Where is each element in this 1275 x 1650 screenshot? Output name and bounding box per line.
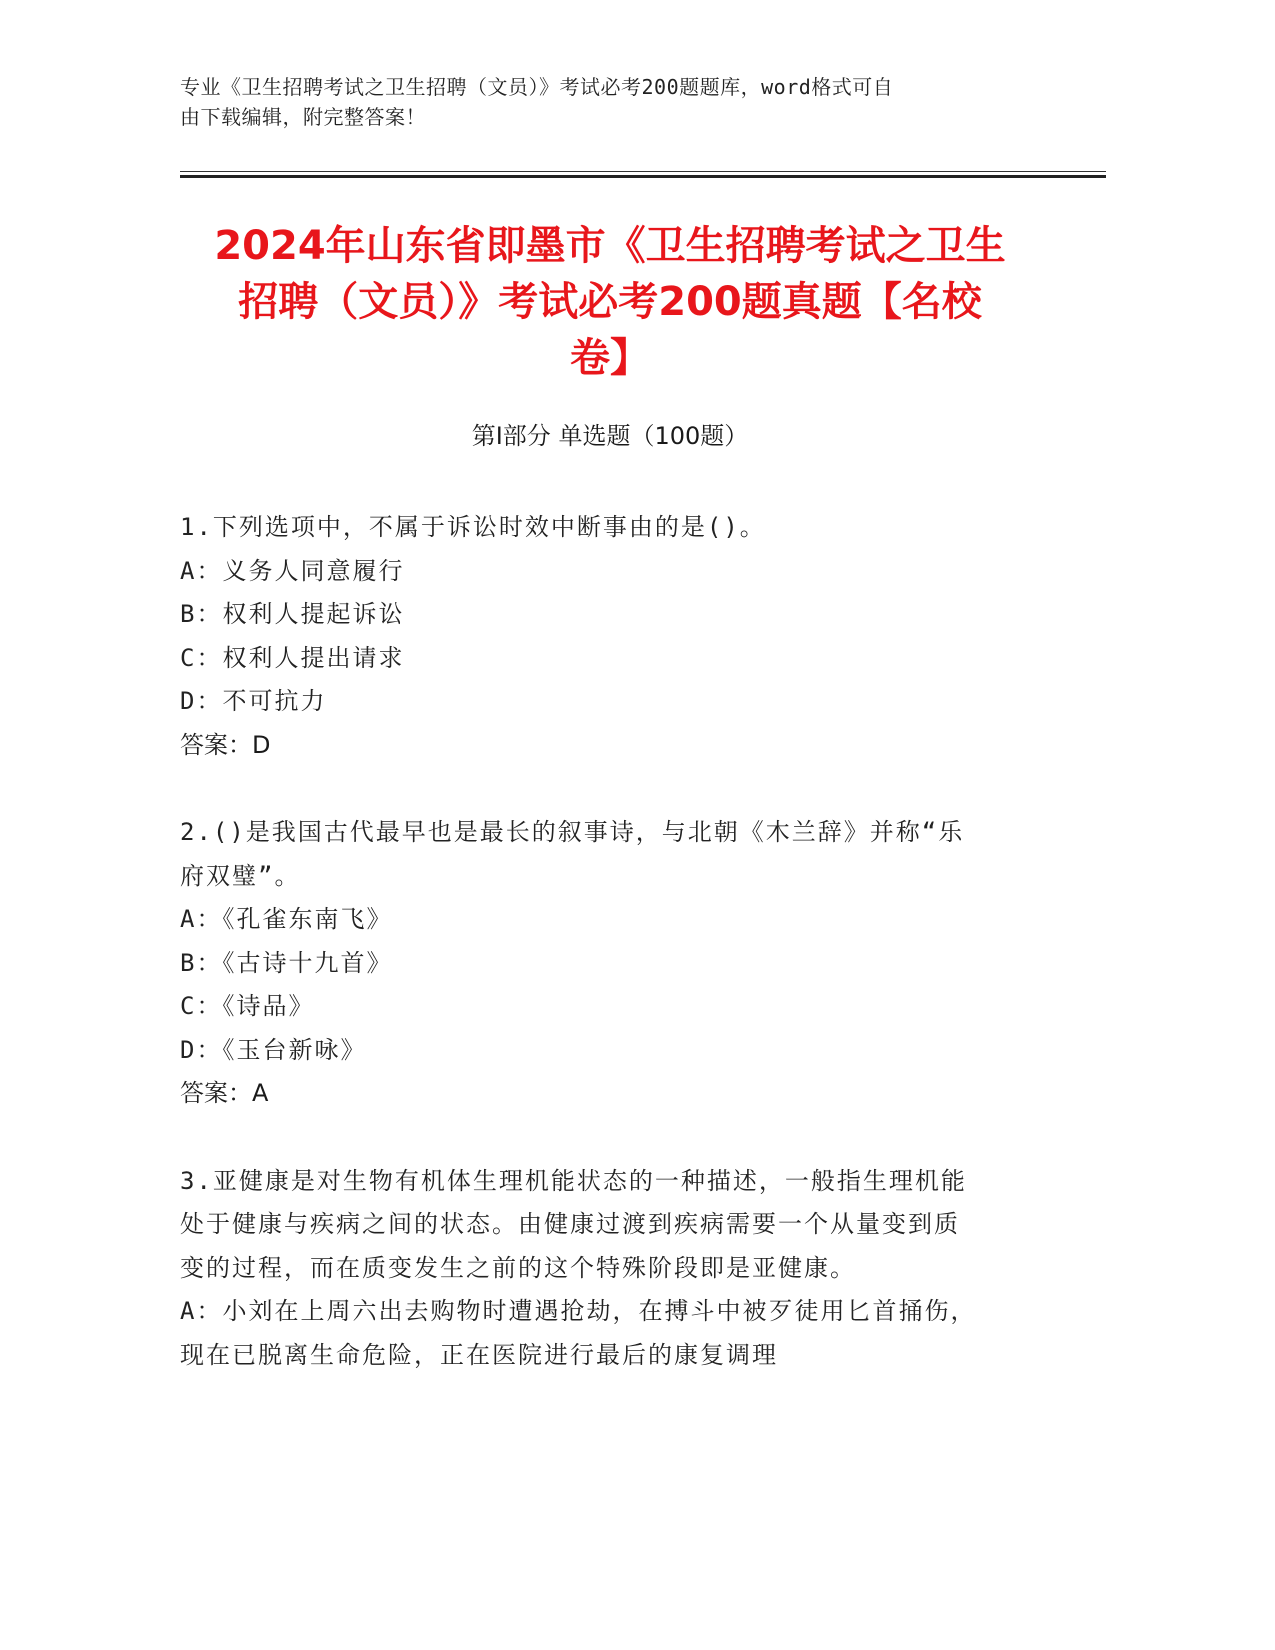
option-d: D：《玉台新咏》 [180,1035,367,1064]
header-divider-thin [180,171,1106,172]
section-heading: 第Ⅰ部分 单选题（100题） [471,422,749,450]
option-a-continued: 现在已脱离生命危险，正在医院进行最后的康复调理 [180,1340,778,1369]
title-line: 卷】 [570,335,650,381]
question-list [180,506,1040,1421]
header-note-line: 由下载编辑，附完整答案！ [180,105,426,129]
option-a: A：小刘在上周六出去购物时遭遇抢劫，在搏斗中被歹徒用匕首捅伤， [180,1297,977,1325]
option-d: D：不可抗力 [180,687,327,715]
option-b: B：《古诗十九首》 [180,948,393,977]
title-line: 2024年山东省即墨市《卫生招聘考试之卫生 [214,223,1006,269]
document-title [180,218,1040,386]
option-a: A：义务人同意履行 [180,556,405,585]
header-divider-thick [180,175,1106,178]
option-b: B：权利人提起诉讼 [180,600,405,628]
option-c: C：权利人提出请求 [180,643,405,672]
answer: 答案：D [180,730,271,759]
answer: 答案：A [180,1079,269,1107]
title-line: 招聘（文员）》考试必考200题真题【名校 [238,279,982,325]
question-2 [180,811,1040,1116]
option-c: C：《诗品》 [180,992,315,1020]
question-1 [180,506,1040,767]
header-note [180,72,1040,132]
question-stem: 3.亚健康是对生物有机体生理机能状态的一种描述，一般指生理机能 [180,1166,967,1195]
question-stem: 府双璧”。 [180,861,301,890]
question-stem: 处于健康与疾病之间的状态。由健康过渡到疾病需要一个从量变到质 [180,1210,960,1238]
header-note-line: 专业《卫生招聘考试之卫生招聘（文员）》考试必考200题题库，word格式可自 [180,75,894,99]
question-3 [180,1160,1040,1378]
question-stem: 变的过程，而在质变发生之前的这个特殊阶段即是亚健康。 [180,1253,856,1282]
option-a: A：《孔雀东南飞》 [180,905,393,933]
question-stem: 2.()是我国古代最早也是最长的叙事诗，与北朝《木兰辞》并称“乐 [180,818,965,846]
question-stem: 1.下列选项中，不属于诉讼时效中断事由的是()。 [180,513,766,541]
